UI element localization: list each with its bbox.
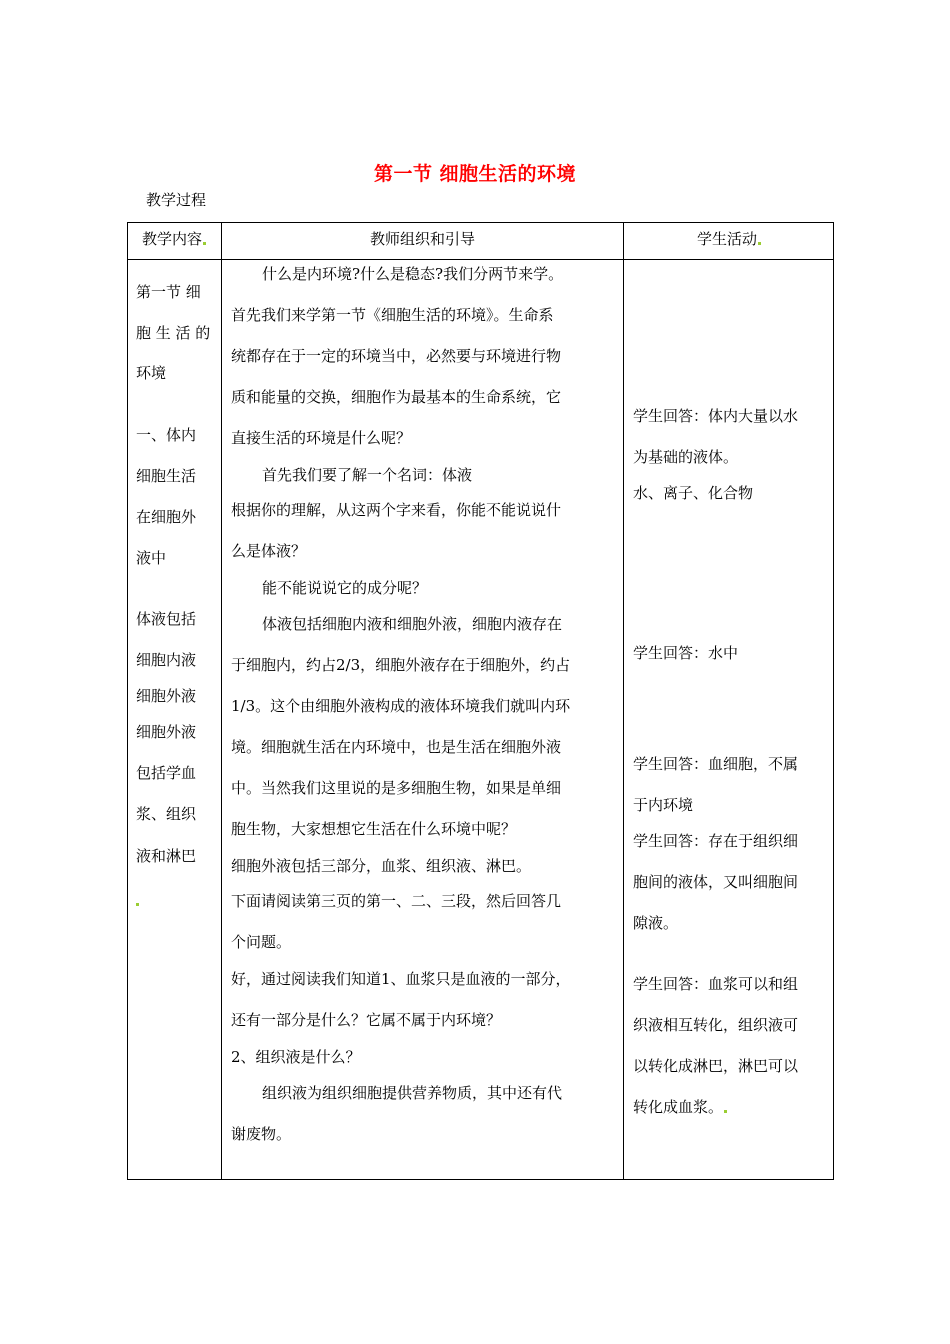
teacher-line: 首先我们要了解一个名词：体液: [262, 466, 473, 484]
teacher-line: 还有一部分是什么？它属不属于内环境？: [231, 1011, 502, 1029]
teacher-line: 统都存在于一定的环境当中，必然要与环境进行物: [231, 347, 562, 365]
content-line: 第一节 细: [136, 283, 201, 301]
student-line: 织液相互转化，组织液可: [633, 1016, 799, 1034]
student-line: 学生回答：血浆可以和组: [633, 975, 799, 993]
student-line: 于内环境: [633, 796, 694, 814]
student-line: 学生回答：体内大量以水: [633, 407, 799, 425]
column-divider: [221, 222, 222, 1180]
header-teacher: 教师组织和引导: [369, 230, 475, 248]
header-student: 学生活动: [624, 228, 834, 249]
content-line: 在细胞外: [136, 508, 197, 526]
student-line: 水、离子、化合物: [633, 484, 754, 502]
teacher-line: 1/3。这个由细胞外液构成的液体环境我们就叫内环: [231, 697, 571, 715]
page-title: 第一节 细胞生活的环境: [373, 163, 577, 185]
content-line: 浆、组织: [136, 805, 197, 823]
teacher-line: 细胞外液包括三部分，血浆、组织液、淋巴。: [231, 857, 532, 875]
teacher-line: 2、组织液是什么？: [231, 1048, 361, 1066]
student-line: 以转化成淋巴，淋巴可以: [633, 1057, 799, 1075]
student-line: 学生回答：存在于组织细: [633, 832, 799, 850]
content-line: 体液包括: [136, 610, 197, 628]
mark-dot: [136, 903, 139, 906]
teacher-line: 好，通过阅读我们知道1、血浆只是血液的一部分，: [231, 970, 571, 988]
teacher-line: 境。细胞就生活在内环境中，也是生活在细胞外液: [231, 738, 562, 756]
teacher-line: 个问题。: [231, 933, 292, 951]
teacher-line: 于细胞内，约占2/3，细胞外液存在于细胞外，约占: [231, 656, 571, 674]
student-line: 为基础的液体。: [633, 448, 739, 466]
content-line: 胞 生 活 的: [136, 324, 211, 342]
teacher-line: 能不能说说它的成分呢？: [262, 579, 428, 597]
header-content: 教学内容: [127, 228, 221, 249]
column-divider: [623, 222, 624, 1180]
content-line: 细胞外液: [136, 687, 197, 705]
teacher-line: 质和能量的交换，细胞作为最基本的生命系统，它: [231, 388, 562, 406]
teacher-line: 首先我们来学第一节《细胞生活的环境》。生命系: [231, 306, 554, 324]
section-subheading: 教学过程: [146, 191, 207, 209]
content-line: 液和淋巴: [136, 847, 197, 865]
teacher-line: 根据你的理解，从这两个字来看，你能不能说说什: [231, 501, 562, 519]
teacher-line: 么是体液？: [231, 542, 307, 560]
content-line: 细胞外液: [136, 723, 197, 741]
teacher-line: 胞生物，大家想想它生活在什么环境中呢？: [231, 820, 517, 838]
content-line: 包括学血: [136, 764, 197, 782]
teacher-line: 什么是内环境?什么是稳态?我们分两节来学。: [262, 265, 564, 283]
student-line: 学生回答：水中: [633, 644, 739, 662]
teacher-line: 直接生活的环境是什么呢？: [231, 429, 412, 447]
content-line: 细胞生活: [136, 467, 197, 485]
content-line: 细胞内液: [136, 651, 197, 669]
teacher-line: 组织液为组织细胞提供营养物质，其中还有代: [262, 1084, 563, 1102]
teacher-line: 中。当然我们这里说的是多细胞生物，如果是单细: [231, 779, 562, 797]
student-line: 胞间的液体，又叫细胞间: [633, 873, 799, 891]
content-line: 环境: [136, 364, 167, 382]
teacher-line: 下面请阅读第三页的第一、二、三段，然后回答几: [231, 892, 562, 910]
teacher-line: 体液包括细胞内液和细胞外液，细胞内液存在: [262, 615, 563, 633]
header-divider: [127, 259, 834, 260]
teacher-line: 谢废物。: [231, 1125, 292, 1143]
student-line: 隙液。: [633, 914, 679, 932]
content-line: 一、体内: [136, 426, 197, 444]
student-line: 学生回答：血细胞，不属: [633, 755, 799, 773]
content-line: 液中: [136, 549, 167, 567]
student-line: 转化成血浆。: [633, 1096, 727, 1117]
